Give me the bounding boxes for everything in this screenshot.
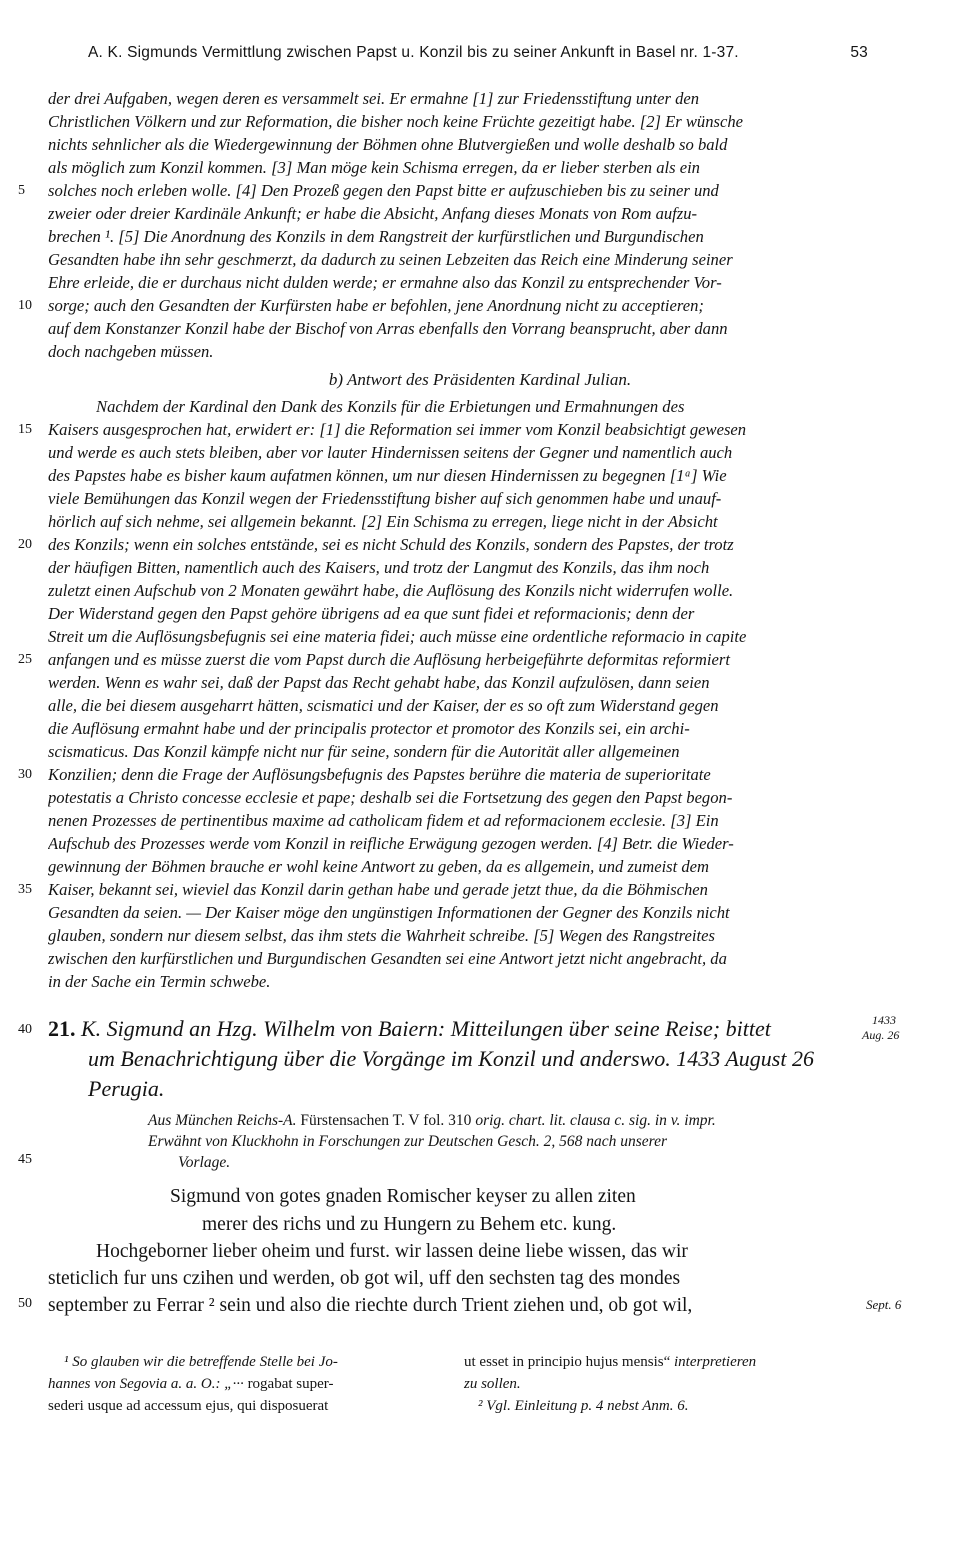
margin-date: Aug. 26 (862, 1028, 900, 1042)
letter-line: merer des richs und zu Hungern zu Behem etc. kung. (202, 1214, 617, 1235)
document-title-line3: Perugia. (88, 1076, 165, 1101)
footnote-1-line3-text: sederi usque ad accessum ejus, qui disposuerat (48, 1398, 329, 1414)
document-title-line2: um Benachrichtigung über die Vorgänge im Konzil und anderswo. 1433 August 26 (88, 1046, 814, 1071)
text-line: Konzilien; denn die Frage der Auflösungsbefugnis des Papstes berühre die materia de superioritate (48, 765, 711, 784)
letter-line: september zu Ferrar ² sein und also die riechte durch Trient ziehen und, ob got wil, (48, 1295, 693, 1316)
text-line: solches noch erleben wolle. [4] Den Prozeß gegen den Papst bitte er aufzuschieben bis zu seiner und (48, 181, 719, 200)
text-line: Ehre erleide, die er durchaus nicht dulden werde; er ermahne also das Konzil zu entsprechender Vor- (48, 273, 722, 292)
source-note-line3: Vorlage. (178, 1154, 231, 1171)
footnote-1-cont-line1 (464, 1352, 756, 1373)
document-number: 21. (48, 1016, 76, 1041)
footnote-1-line1: ¹ So glauben wir die betreffende Stelle bei Jo- (64, 1354, 338, 1370)
text-line: Christlichen Völkern und zur Reformation, die bisher noch keine Früchte gezeitigt habe. [2] Er wünsche (48, 112, 743, 131)
text-line: gewinnung der Böhmen brauche er wohl keine Antwort zu geben, da es allgemein, und zumeist dem (48, 857, 710, 876)
margin-year: 1433 (872, 1013, 896, 1027)
text-line: hörlich auf sich nehme, sei allgemein bekannt. [2] Ein Schisma zu erregen, liege nicht in der Absicht (48, 512, 718, 531)
text-line: glauben, sondern nur diesem selbst, das ihm stets die Wahrheit schreibe. [5] Wegen des Rangstreites (48, 926, 715, 945)
text-line: potestatis a Christo concesse ecclesie et pape; deshalb sei die Fortsetzung des gegen den Papst begon- (48, 788, 733, 807)
line-number: 45 (18, 1152, 32, 1167)
text-line: Streit um die Auflösungsbefugnis sei eine materia fidei; auch müsse eine ordentliche reformacio in capite (48, 627, 747, 646)
text-line: der häufigen Bitten, namentlich auch des Kaisers, und trotz der Langmut des Konzils, das ihm noch (48, 558, 710, 577)
text-line: werden. Wenn es wahr sei, daß der Papst das Recht gehabt habe, das Konzil aufzulösen, dann seien (48, 673, 710, 692)
text-line: brechen ¹. [5] Die Anordnung des Konzils in dem Rangstreit der kurfürstlichen und Burgundischen (48, 227, 704, 246)
line-number: 25 (18, 652, 32, 667)
letter-line: Hochgeborner lieber oheim und furst. wir lassen deine liebe wissen, das wir (96, 1241, 688, 1262)
text-line: anfangen und es müsse zuerst die vom Papst durch die Auflösung herbeigeführte deformitas reformiert (48, 650, 730, 669)
text-line: des Konzils; wenn ein solches entstände, sei es nicht Schuld des Konzils, sondern des Papstes, der trotz (48, 535, 734, 554)
text-line: alle, die bei diesem ausgeharrt hätten, scismatici und der Kaiser, der es so oft zum Widerstand gegen (48, 696, 719, 715)
text-line: Nachdem der Kardinal den Dank des Konzils für die Erbietungen und Ermahnungen des (96, 397, 685, 416)
margin-date-sept: Sept. 6 (866, 1297, 902, 1312)
source-note-line2: Erwähnt von Kluckhohn in Forschungen zur Deutschen Gesch. 2, 568 nach unserer (148, 1133, 668, 1150)
text-line: zweier oder dreier Kardinäle Ankunft; er habe die Absicht, Anfang dieses Monats von Rom aufzu- (48, 204, 698, 223)
source-description: orig. chart. lit. clausa c. sig. in v. impr. (475, 1112, 716, 1129)
text-line: zwischen den kurfürstlichen und Burgundischen Gesandten sei eine Antwort jetzt nicht angebracht, da (48, 949, 727, 968)
text-line: des Papstes habe es bisher kaum aufatmen können, um nur diesen Hindernissen zu begegnen [1ᵃ] Wie (48, 466, 727, 485)
text-line: viele Bemühungen das Konzil wegen der Friedensstiftung bisher auf sich genommen habe und unauf- (48, 489, 722, 508)
text-line: nenen Prozesses de pertinentibus maxime ad catholicam fidem et ad reformacionem ecclesie. [3] Ein (48, 811, 719, 830)
text-line: Gesandten da seien. — Der Kaiser möge den ungünstigen Informationen der Gegner des Konzils nicht (48, 903, 730, 922)
text-line: scismaticus. Das Konzil kämpfe nicht nur für seine, sondern für die Autorität aller allgemeinen (48, 742, 680, 761)
text-line: sorge; auch den Gesandten der Kurfürsten habe er befohlen, jene Anordnung nicht zu acceptieren; (48, 296, 704, 315)
source-archive: Aus München Reichs-A. (148, 1112, 297, 1129)
document-title (48, 1014, 868, 1044)
footnote-1-line2-italic: hannes von Segovia a. a. O.: „··· (48, 1376, 248, 1392)
letter-line: steticlich fur uns czihen und werden, ob got wil, uff den sechsten tag des mondes (48, 1268, 681, 1289)
text-line: in der Sache ein Termin schwebe. (48, 972, 271, 991)
page-number: 53 (850, 44, 868, 61)
line-number: 40 (18, 1022, 32, 1037)
text-line: und werde es auch stets bleiben, aber vor lauter Hindernissen seitens der Gegner und namentlich auch (48, 443, 733, 462)
footnote-1-cont-latin: ut esset in principio hujus mensis“ (464, 1354, 674, 1370)
document-title-line1: K. Sigmund an Hzg. Wilhelm von Baiern: Mitteilungen über seine Reise; bittet (81, 1016, 771, 1041)
text-line: die Auflösung ermahnt habe und der principalis protector et promotor des Konzils sei, ein archi- (48, 719, 690, 738)
footnote-1-line3 (48, 1396, 328, 1417)
text-line: doch nachgeben müssen. (48, 342, 214, 361)
line-number: 50 (18, 1296, 32, 1311)
text-line: Kaiser, bekannt sei, wieviel das Konzil darin gethan habe und gerade jetzt thue, da die Böhmischen (48, 880, 708, 899)
letter-line: Sigmund von gotes gnaden Romischer keyser zu allen ziten (170, 1186, 636, 1207)
line-number: 20 (18, 537, 32, 552)
text-line: zuletzt einen Aufschub von 2 Monaten gewährt habe, die Auflösung des Konzils nicht widerrufen wolle. (48, 581, 734, 600)
source-note-line1 (148, 1110, 864, 1131)
running-title: A. K. Sigmunds Vermittlung zwischen Papst u. Konzil bis zu seiner Ankunft in Basel nr. 1-37. (88, 44, 739, 61)
line-number: 30 (18, 767, 32, 782)
source-shelfmark: Fürstensachen T. V fol. 310 (300, 1112, 472, 1129)
text-line: Der Widerstand gegen den Papst gehöre übrigens ad ea que sunt fidei et reformacionis; denn der (48, 604, 695, 623)
text-line: nichts sehnlicher als die Wiedergewinnung der Böhmen ohne Blutvergießen und wolle deshalb so bald (48, 135, 728, 154)
line-number: 35 (18, 882, 32, 897)
footnote-1-cont-line2: zu sollen. (464, 1376, 521, 1392)
footnote-2: ² Vgl. Einleitung p. 4 nebst Anm. 6. (478, 1398, 689, 1414)
text-line: Kaisers ausgesprochen hat, erwidert er: [1] die Reformation sei immer vom Konzil beabsichtigt gewesen (48, 420, 747, 439)
line-number: 10 (18, 298, 32, 313)
text-line: Aufschub des Prozesses werde vom Konzil in reifliche Erwägung gezogen werden. [4] Betr. die Wieder- (48, 834, 734, 853)
line-number: 15 (18, 422, 32, 437)
text-line: auf dem Konstanzer Konzil habe der Bischof von Arras ebenfalls den Vorrang beansprucht, aber dann (48, 319, 728, 338)
text-line: Gesandten habe ihn sehr geschmerzt, da dadurch zu seinen Lebzeiten das Reich eine Minderung seiner (48, 250, 733, 269)
section-b-heading: b) Antwort des Präsidenten Kardinal Julian. (328, 370, 632, 389)
footnote-1-line2-latin: rogabat super- (247, 1376, 334, 1392)
running-header (88, 44, 868, 62)
text-line: als möglich zum Konzil kommen. [3] Man möge kein Schisma erregen, da er lieber sterben als ein (48, 158, 700, 177)
line-number: 5 (18, 183, 25, 198)
text-line: der drei Aufgaben, wegen deren es versammelt sei. Er ermahne [1] zur Friedensstiftung unter den (48, 89, 700, 108)
footnote-1-line2 (48, 1374, 333, 1395)
footnote-1-cont-italic: interpretieren (673, 1354, 757, 1370)
